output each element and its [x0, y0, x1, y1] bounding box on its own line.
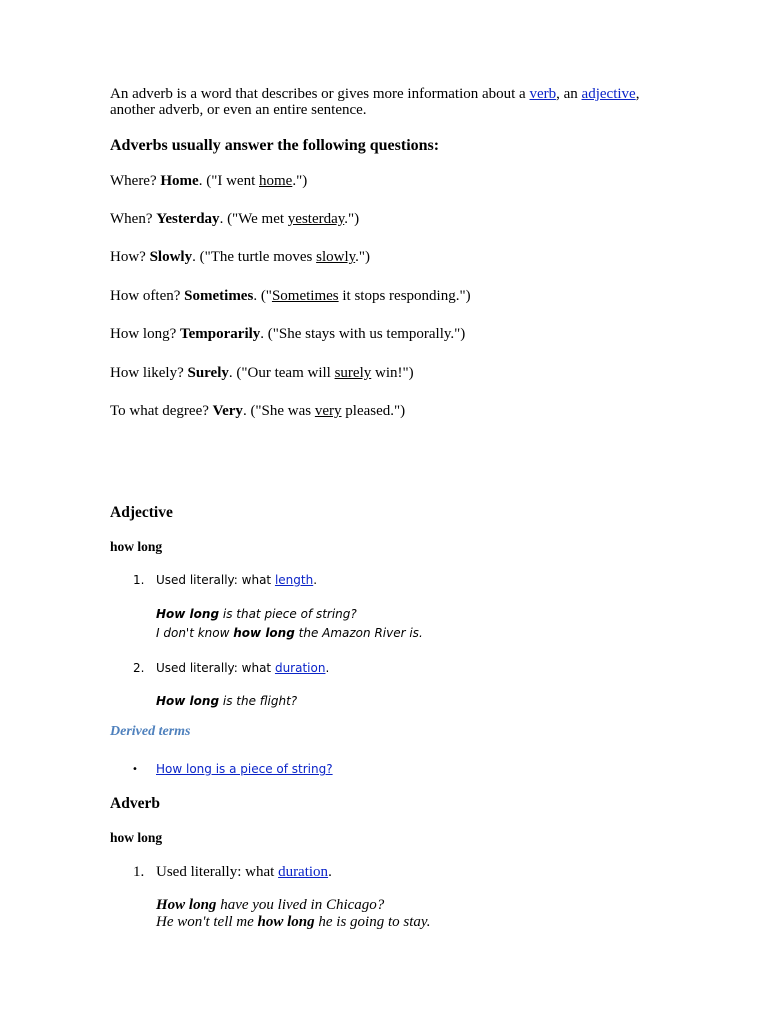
example-text: pleased.")	[341, 403, 406, 419]
question-label: To what degree?	[110, 403, 213, 419]
example-adverb: home	[259, 173, 293, 189]
sense-definition	[156, 659, 329, 678]
adverb-word: Very	[212, 403, 243, 419]
question-label: How long?	[110, 326, 180, 342]
question-line	[110, 249, 370, 266]
intro-line-2: another adverb, or even an entire sentence.	[110, 102, 367, 118]
example-text: the Amazon River is.	[294, 626, 423, 640]
definition-text: Used literally: what	[156, 864, 279, 880]
adverb-term: how long	[110, 830, 163, 845]
example-adverb: slowly	[316, 249, 356, 265]
question-line	[110, 365, 414, 382]
example-text: is that piece of string?	[219, 607, 357, 621]
adverb-word: Sometimes	[184, 288, 254, 304]
adjective-term: how long	[110, 539, 163, 554]
question-label: When?	[110, 211, 157, 227]
example-adverb: Sometimes	[271, 288, 339, 304]
intro-text: An adverb is a word that describes or gives more information about a	[110, 86, 530, 102]
definition-end: .	[325, 661, 330, 675]
example-text: .")	[355, 249, 371, 265]
example-text: win!")	[371, 365, 414, 381]
example-text: is the flight?	[219, 694, 298, 708]
question-line	[110, 211, 359, 228]
example-text: . ("	[253, 288, 272, 304]
example-adverb: surely	[334, 365, 372, 381]
example-text: . ("The turtle moves	[192, 249, 317, 265]
example-adverb: yesterday	[287, 211, 345, 227]
sense-number: 1.	[133, 573, 145, 587]
example-term: How long	[156, 694, 220, 708]
question-line	[110, 173, 307, 190]
adverb-word: Slowly	[149, 249, 193, 265]
example-text: . ("I went	[198, 173, 259, 189]
example-text: I don't know	[156, 626, 234, 640]
example-text: he is going to stay.	[314, 914, 431, 930]
example-text: have you lived in Chicago?	[216, 897, 385, 913]
example-text: .")	[344, 211, 360, 227]
adverb-word: Temporarily	[180, 326, 261, 342]
questions-heading: Adverbs usually answer the following questions:	[110, 137, 440, 154]
example-text: He won't tell me	[156, 914, 258, 930]
question-label: How likely?	[110, 365, 188, 381]
duration-link[interactable]: duration	[274, 661, 326, 675]
sense-definition	[156, 864, 332, 881]
adverb-word: Home	[160, 173, 199, 189]
usage-example	[156, 624, 423, 643]
usage-example	[156, 897, 384, 914]
intro-separator: ,	[635, 86, 640, 102]
question-label: Where?	[110, 173, 161, 189]
example-term: how long	[233, 626, 295, 640]
example-term: How long	[156, 897, 217, 913]
question-line	[110, 288, 471, 305]
example-text: . ("We met	[219, 211, 288, 227]
adjective-heading: Adjective	[110, 504, 173, 521]
definition-end: .	[313, 573, 318, 587]
example-text: . ("She was	[242, 403, 315, 419]
length-link[interactable]: length	[274, 573, 314, 587]
adverb-heading: Adverb	[110, 795, 160, 812]
sense-number: 1.	[133, 864, 145, 880]
question-label: How often?	[110, 288, 185, 304]
adverb-word: Surely	[187, 365, 229, 381]
example-term: How long	[156, 607, 220, 621]
question-line	[110, 326, 465, 343]
question-label: How?	[110, 249, 150, 265]
example-text: . ("She stays with us temporally.")	[260, 326, 466, 342]
example-adverb: very	[314, 403, 342, 419]
adjective-link[interactable]: adjective	[581, 86, 636, 102]
example-term: how long	[257, 914, 315, 930]
definition-text: Used literally: what	[156, 573, 275, 587]
intro-line-1	[110, 86, 639, 103]
adverb-word: Yesterday	[156, 211, 220, 227]
how-long-is-a-piece-of-string-link[interactable]: How long is a piece of string?	[156, 762, 333, 776]
duration-link[interactable]: duration	[278, 864, 329, 880]
example-text: it stops responding.")	[338, 288, 471, 304]
intro-separator: , an	[556, 86, 582, 102]
sense-number: 2.	[133, 661, 145, 675]
usage-example	[156, 692, 297, 711]
derived-terms-heading: Derived terms	[110, 724, 191, 739]
sense-definition	[156, 571, 317, 590]
bullet-icon: •	[132, 764, 138, 775]
definition-text: Used literally: what	[156, 661, 275, 675]
usage-example	[156, 605, 357, 624]
definition-end: .	[328, 864, 332, 880]
example-text: .")	[292, 173, 308, 189]
verb-link[interactable]: verb	[529, 86, 557, 102]
usage-example	[156, 914, 430, 931]
example-text: . ("Our team will	[228, 365, 335, 381]
derived-term-link-item	[156, 760, 333, 779]
question-line	[110, 403, 405, 420]
